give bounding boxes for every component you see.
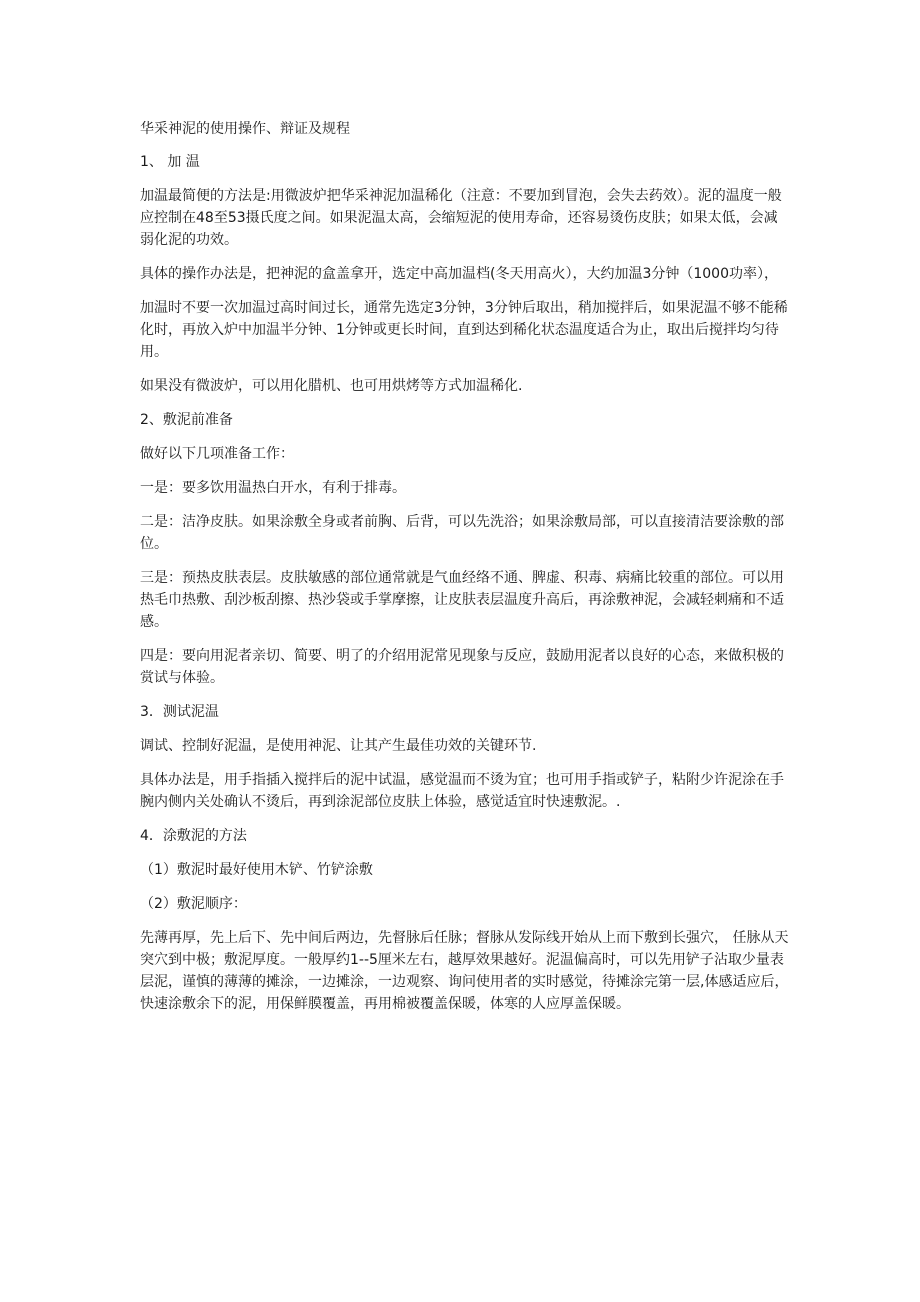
paragraph: 调试、控制好泥温，是使用神泥、让其产生最佳功效的关键环节. [140, 738, 537, 754]
paragraph: 四是：要向用泥者亲切、简要、明了的介绍用泥常见现象与反应，鼓励用泥者以良好的心态，来做积极的赏试与体验。 [140, 648, 784, 686]
paragraph: 具体办法是，用手指插入搅拌后的泥中试温，感觉温而不烫为宜；也可用手指或铲子，粘附少许泥涂在手腕内侧内关处确认不烫后，再到涂泥部位皮肤上体验，感觉适宜时快速敷泥。. [140, 772, 784, 810]
paragraph: 加温最简便的方法是:用微波炉把华采神泥加温稀化（注意：不要加到冒泡，会失去药效）。泥的温度一般应控制在48至53摄氏度之间。如果泥温太高，会缩短泥的使用寿命，还容易烫伤皮肤；如果太低，会减弱化泥的功效。 [140, 188, 782, 248]
section-heading-application-method: 4．涂敷泥的方法 [140, 828, 247, 844]
document-body [140, 118, 790, 1027]
paragraph: （1）敷泥时最好使用木铲、竹铲涂敷 [140, 862, 373, 878]
section-heading-preparation: 2、敷泥前准备 [140, 412, 233, 428]
paragraph: 先薄再厚，先上后下、先中间后两边，先督脉后任脉；督脉从发际线开始从上而下敷到长强穴， 任脉从天突穴到中极；敷泥厚度。一般厚约1--5厘米左右，越厚效果越好。泥温偏高时，可以先用铲子沾取少量表层泥，谨慎的薄薄的摊涂，一边摊涂，一边观察、询问使用者的实时感觉，待摊涂完第一层,体感适应后，快速涂敷余下的泥，用保鲜膜覆盖，再用棉被覆盖保暖，体寒的人应厚盖保暖。 [140, 930, 789, 1012]
paragraph: 二是：洁净皮肤。如果涂敷全身或者前胸、后背，可以先洗浴；如果涂敷局部，可以直接清洁要涂敷的部位。 [140, 514, 784, 552]
paragraph: 三是：预热皮肤表层。皮肤敏感的部位通常就是气血经络不通、脾虚、积毒、病痛比较重的部位。可以用热毛巾热敷、刮沙板刮擦、热沙袋或手掌摩擦，让皮肤表层温度升高后，再涂敷神泥，会减轻刺痛和不适感。 [140, 570, 784, 630]
document-title: 华采神泥的使用操作、辩证及规程 [140, 121, 350, 137]
paragraph: 如果没有微波炉，可以用化腊机、也可用烘烤等方式加温稀化. [140, 378, 523, 394]
paragraph: 做好以下几项准备工作： [140, 446, 294, 462]
section-heading-temperature-test: 3．测试泥温 [140, 704, 219, 720]
paragraph: 加温时不要一次加温过高时间过长，通常先选定3分钟，3分钟后取出，稍加搅拌后，如果泥温不够不能稀化时，再放入炉中加温半分钟、1分钟或更长时间，直到达到稀化状态温度适合为止，取出后搅拌均匀待用。 [140, 300, 788, 360]
paragraph: 一是：要多饮用温热白开水，有利于排毒。 [140, 480, 406, 496]
section-heading-heating: 1、 加 温 [140, 154, 200, 170]
paragraph: 具体的操作办法是，把神泥的盒盖拿开，选定中高加温档(冬天用高火），大约加温3分钟（1000功率）， [140, 266, 778, 282]
paragraph: （2）敷泥顺序： [140, 896, 247, 912]
